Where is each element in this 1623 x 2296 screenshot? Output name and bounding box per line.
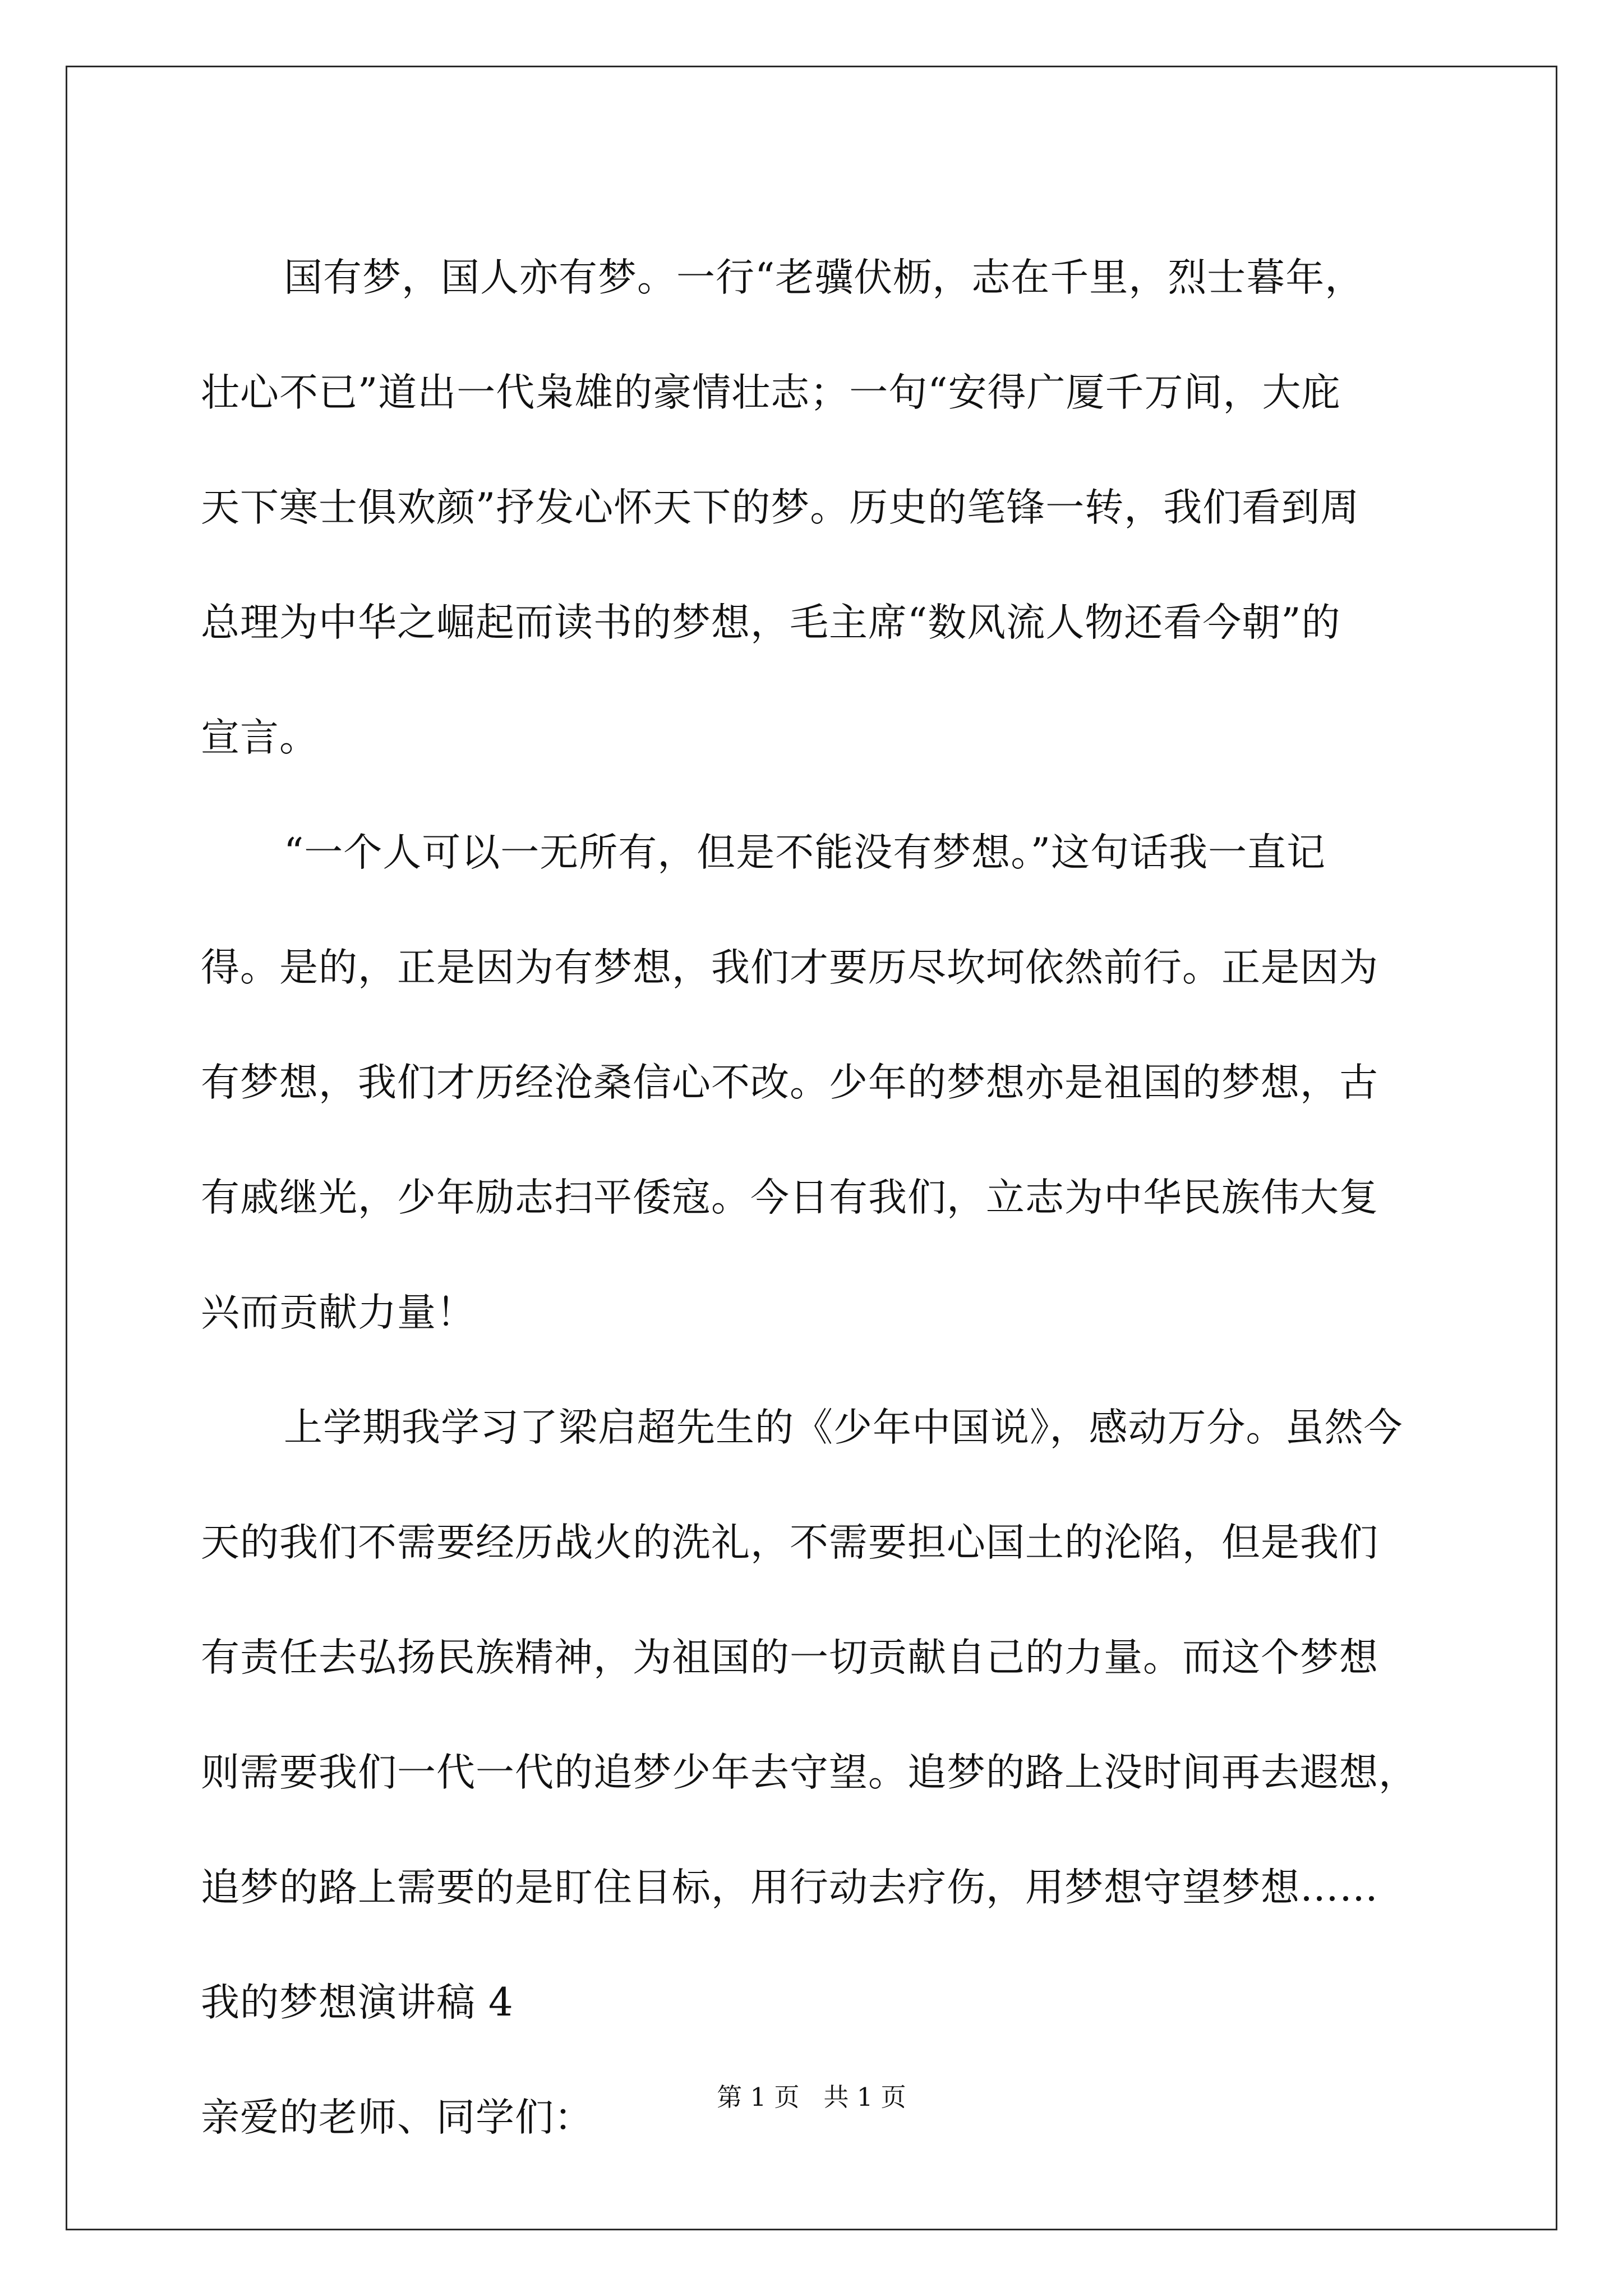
text-line: “一个人可以一无所有，但是不能没有梦想。”这句话我一直记 — [284, 830, 1326, 875]
text-line: 则需要我们一代一代的追梦少年去守望。追梦的路上没时间再去遐想， — [201, 1750, 1418, 1795]
text-line: 有责任去弘扬民族精神，为祖国的一切贡献自己的力量。而这个梦想 — [201, 1635, 1378, 1680]
text-line: 壮心不已”道出一代枭雄的豪情壮志；一句“安得广厦千万间，大庇 — [201, 370, 1341, 415]
text-line: 宣言。 — [201, 715, 319, 760]
section-heading: 我的梦想演讲稿 4 — [201, 1980, 514, 2025]
page-number-footer: 第 1 页 共 1 页 — [717, 2082, 906, 2112]
salutation: 亲爱的老师、同学们： — [201, 2095, 593, 2140]
document-body — [201, 220, 1423, 2175]
text-line: 天的我们不需要经历战火的洗礼，不需要担心国土的沦陷，但是我们 — [201, 1520, 1378, 1565]
text-line: 有梦想，我们才历经沧桑信心不改。少年的梦想亦是祖国的梦想，古 — [201, 1060, 1378, 1105]
text-line: 国有梦，国人亦有梦。一行“老骥伏枥，志在千里，烈士暮年， — [284, 255, 1364, 300]
text-line: 有戚继光，少年励志扫平倭寇。今日有我们，立志为中华民族伟大复 — [201, 1175, 1378, 1220]
text-line: 追梦的路上需要的是盯住目标，用行动去疗伤，用梦想守望梦想…… — [201, 1865, 1378, 1910]
text-line: 总理为中华之崛起而读书的梦想，毛主席“数风流人物还看今朝”的 — [201, 600, 1341, 645]
text-line: 兴而贡献力量！ — [201, 1290, 476, 1335]
text-line: 得。是的，正是因为有梦想，我们才要历尽坎坷依然前行。正是因为 — [201, 945, 1378, 990]
text-line: 上学期我学习了梁启超先生的《少年中国说》，感动万分。虽然今 — [284, 1405, 1403, 1450]
text-line: 天下寒士俱欢颜”抒发心怀天下的梦。历史的笔锋一转，我们看到周 — [201, 485, 1360, 530]
